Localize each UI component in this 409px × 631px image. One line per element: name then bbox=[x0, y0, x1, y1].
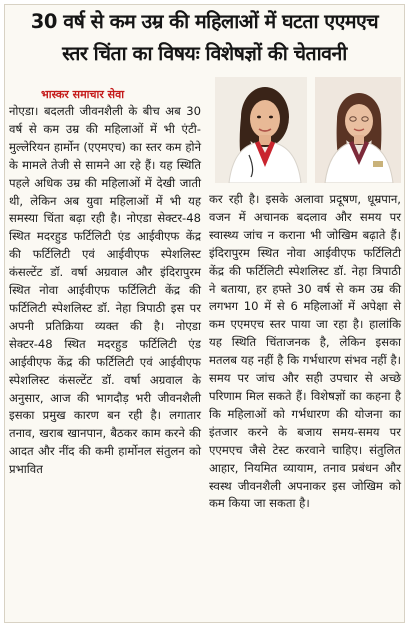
doctor-photo-1 bbox=[215, 77, 307, 183]
article-text-right: कर रही है। इसके अलावा प्रदूषण, धूम्रपान, वजन में अचानक बदलाव और समय पर स्वास्थ्य जांच न कराना भी जोखिम बढ़ाते हैं। इंदिरापुरम स्थित नोवा आईवीएफ फर्टिलिटी केंद्र की फर्टिलिटी स्पेशलिस्ट डॉ. नेहा त्रिपाठी ने बताया, हर हफ्ते 30 वर्ष से कम उम्र की लगभग 10 में से 6 महिलाओं में अपेक्षा से कम एएमएच स्तर पाया जा रहा है। हालांकि यह स्थिति चिंताजनक है, लेकिन इसका मतलब यह नहीं है कि गर्भधारण संभव नहीं है। समय पर जांच और सही उपचार से अच्छे परिणाम मिल सकते हैं। विशेषज्ञों का कहना है कि महिलाओं को गर्भधारण की योजना का इंतजार करने के बजाय समय-समय पर एएमएच जैसे टेस्ट करवाने चाहिए। संतुलित आहार, नियमित व्यायाम, तनाव प्रबंधन और स्वस्थ जीवनशैली अपनाकर इस जोखिम को कम किया जा सकता है। bbox=[209, 192, 401, 511]
headline-line-2: स्तर चिंता का विषयः विशेषज्ञों की चेतावनी bbox=[62, 42, 347, 65]
doctor-portrait-1-image bbox=[215, 77, 307, 183]
headline-line-1: 30 वर्ष से कम उम्र की महिलाओं में घटता एएमएच bbox=[30, 10, 379, 33]
article-column-right bbox=[209, 191, 401, 513]
doctor-portrait-2-image bbox=[315, 77, 401, 183]
doctor-photo-2 bbox=[315, 77, 401, 183]
byline: भास्कर समाचार सेवा bbox=[41, 88, 125, 101]
article-column-left bbox=[9, 103, 201, 479]
article-text-left: नोएडा। बदलती जीवनशैली के बीच अब 30 वर्ष से कम उम्र की महिलाओं में भी एंटी-मुल्लेरियन हार्मोन (एएमएच) का स्तर कम होने के मामले तेजी से सामने आ रहे हैं। यह स्थिति पहले अधिक उम्र की महिलाओं में देखी जाती थी, लेकिन अब युवा महिलाओं में भी यह समस्या चिंता बढ़ा रही है। नोएडा सेक्टर-48 स्थित मदरहुड फर्टिलिटी एंड आईवीएफ केंद्र की फर्टिलिटी एवं आईवीएफ स्पेशलिस्ट कंसल्टेंट डॉ. वर्षा अग्रवाल और इंदिरापुरम स्थित नोवा आईवीएफ फर्टिलिटी केंद्र की फर्टिलिटी स्पेशलिस्ट डॉ. नेहा त्रिपाठी इस पर अपनी प्रतिक्रिया व्यक्त की है। नोएडा सेक्टर-48 स्थित मदरहुड फर्टिलिटी एंड आईवीएफ केंद्र की फर्टिलिटी एवं आईवीएफ स्पेशलिस्ट कंसल्टेंट डॉ. वर्षा अग्रवाल के अनुसार, आज की भागदौड़ भरी जीवनशैली इसका प्रमुख कारण बन रही है। लगातार तनाव, खराब खानपान, बैठकर काम करने की आदत और नींद की कमी हार्मोनल संतुलन को प्रभावित bbox=[9, 104, 201, 477]
news-clipping bbox=[4, 4, 405, 623]
